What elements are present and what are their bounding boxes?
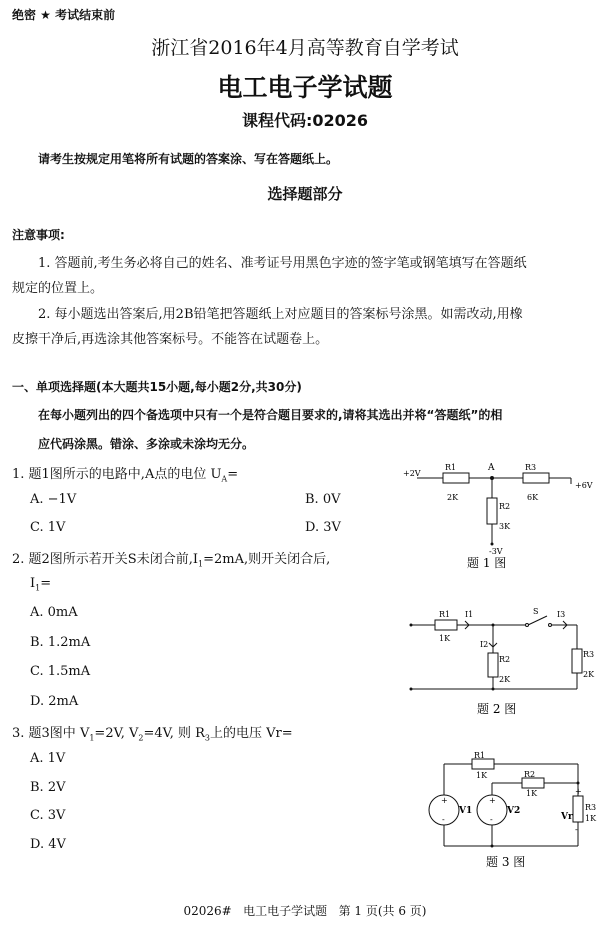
q3-option-d[interactable]: D. 4V <box>30 837 66 852</box>
note-item-2-line-1: 2. 每小题选出答案后,用2B铅笔把答题纸上对应题目的答案标号涂黑。如需改动,用橡 <box>38 307 523 322</box>
fig1-r3-value: 6K <box>527 493 539 502</box>
note-item-2-line-2: 皮擦干净后,再选涂其他答案标号。不能答在试题卷上。 <box>12 332 329 347</box>
fig2-i3-label: I3 <box>557 610 566 619</box>
section-desc-line-2: 应代码涂黑。错涂、多涂或未涂均无分。 <box>38 437 255 451</box>
fig1-left-voltage: +2V <box>403 469 421 478</box>
q3-option-a[interactable]: A. 1V <box>30 751 66 766</box>
figure-2-circuit <box>405 603 605 720</box>
q3-option-b[interactable]: B. 2V <box>30 780 66 795</box>
instructions-line: 请考生按规定用笔将所有试题的答案涂、写在答题纸上。 <box>38 152 339 166</box>
q2-option-c[interactable]: C. 1.5mA <box>30 664 91 679</box>
q2-option-b[interactable]: B. 1.2mA <box>30 635 91 650</box>
fig3-r1-value: 1K <box>476 771 488 780</box>
q1-option-d[interactable]: D. 3V <box>305 520 341 535</box>
part-title: 选择题部分 <box>267 185 343 203</box>
note-item-1-line-2: 规定的位置上。 <box>12 281 104 296</box>
fig3-v1-plus-icon: + <box>441 796 448 805</box>
fig2-caption: 题 2 图 <box>477 702 517 716</box>
fig3-caption: 题 3 图 <box>486 855 526 869</box>
subject-title: 电工电子学试题 <box>217 73 393 102</box>
fig2-r2-label: R2 <box>499 655 511 664</box>
fig2-r1-label: R1 <box>439 610 451 619</box>
fig1-r3-label: R3 <box>525 463 537 472</box>
section-heading: 一、单项选择题(本大题共15小题,每小题2分,共30分) <box>12 380 302 394</box>
q3-option-c[interactable]: C. 3V <box>30 808 66 823</box>
q1-stem: 1. 题1图所示的电路中,A点的电位 $U_A=$ <box>12 467 239 484</box>
fig3-v1-label: V1 <box>459 806 473 816</box>
q3-stem: 3. 题3图中 $V_1=2V$, $V_2=4V$, 则 $R_3$上的电压 Vr= <box>12 726 293 743</box>
confidential-mark: 绝密 ★ 考试结束前 <box>12 8 116 22</box>
fig1-node-a: A <box>488 463 495 473</box>
fig3-v2-label: V2 <box>507 806 521 816</box>
fig1-r2-label: R2 <box>499 502 511 511</box>
fig3-vr-minus-icon: - <box>575 825 578 834</box>
q2-option-d[interactable]: D. 2mA <box>30 694 79 709</box>
fig2-r1-value: 1K <box>439 634 451 643</box>
q1-option-a[interactable]: A. −1V <box>30 492 77 507</box>
q2-stem: 2. 题2图所示若开关S未闭合前$,I_1=2mA$,则开关闭合后, <box>12 552 331 569</box>
fig1-r1-value: 2K <box>447 493 459 502</box>
figure-1-circuit <box>395 458 605 573</box>
fig1-bottom-voltage: -3V <box>489 547 503 556</box>
fig3-r2-label: R2 <box>524 770 536 779</box>
fig2-switch-label: S <box>533 607 539 616</box>
section-desc-line-1: 在每小题列出的四个备选项中只有一个是符合题目要求的,请将其选出并将“答题纸”的相 <box>38 408 503 422</box>
fig2-r3-value: 2K <box>583 670 595 679</box>
fig3-v2-minus-icon: - <box>490 815 493 824</box>
fig3-vr-label: Vr <box>561 812 573 822</box>
notes-heading: 注意事项: <box>12 228 65 242</box>
q1-option-c[interactable]: C. 1V <box>30 520 66 535</box>
q2-stem-line-2: $I_1=$ <box>30 576 52 593</box>
fig3-r3-label: R3 <box>585 803 597 812</box>
fig1-right-voltage: +6V <box>575 481 593 490</box>
fig1-caption: 题 1 图 <box>467 556 507 570</box>
figure-3-circuit <box>428 748 605 873</box>
course-code: 课程代码:02026 <box>241 111 369 130</box>
fig3-r1-label: R1 <box>474 751 486 760</box>
fig2-r3-label: R3 <box>583 650 595 659</box>
fig3-v1-minus-icon: - <box>442 815 445 824</box>
fig3-v2-plus-icon: + <box>489 796 496 805</box>
fig3-vr-plus-icon: + <box>575 787 582 796</box>
q1-option-b[interactable]: B. 0V <box>305 492 341 507</box>
fig2-i1-label: I1 <box>465 610 474 619</box>
fig2-r2-value: 2K <box>499 675 511 684</box>
fig1-r2-value: 3K <box>499 522 511 531</box>
page-footer: 02026# 电工电子学试题 第 1 页(共 6 页) <box>183 904 427 918</box>
fig1-r1-label: R1 <box>445 463 457 472</box>
fig2-i2-label: I2 <box>480 640 489 649</box>
q2-option-a[interactable]: A. 0mA <box>30 605 78 620</box>
note-item-1-line-1: 1. 答题前,考生务必将自己的姓名、准考证号用黑色字迹的签字笔或钢笔填写在答题纸 <box>38 256 527 271</box>
fig3-r3-value: 1K <box>585 814 597 823</box>
fig3-r2-value: 1K <box>526 789 538 798</box>
exam-name: 浙江省2016年4月高等教育自学考试 <box>151 37 459 59</box>
